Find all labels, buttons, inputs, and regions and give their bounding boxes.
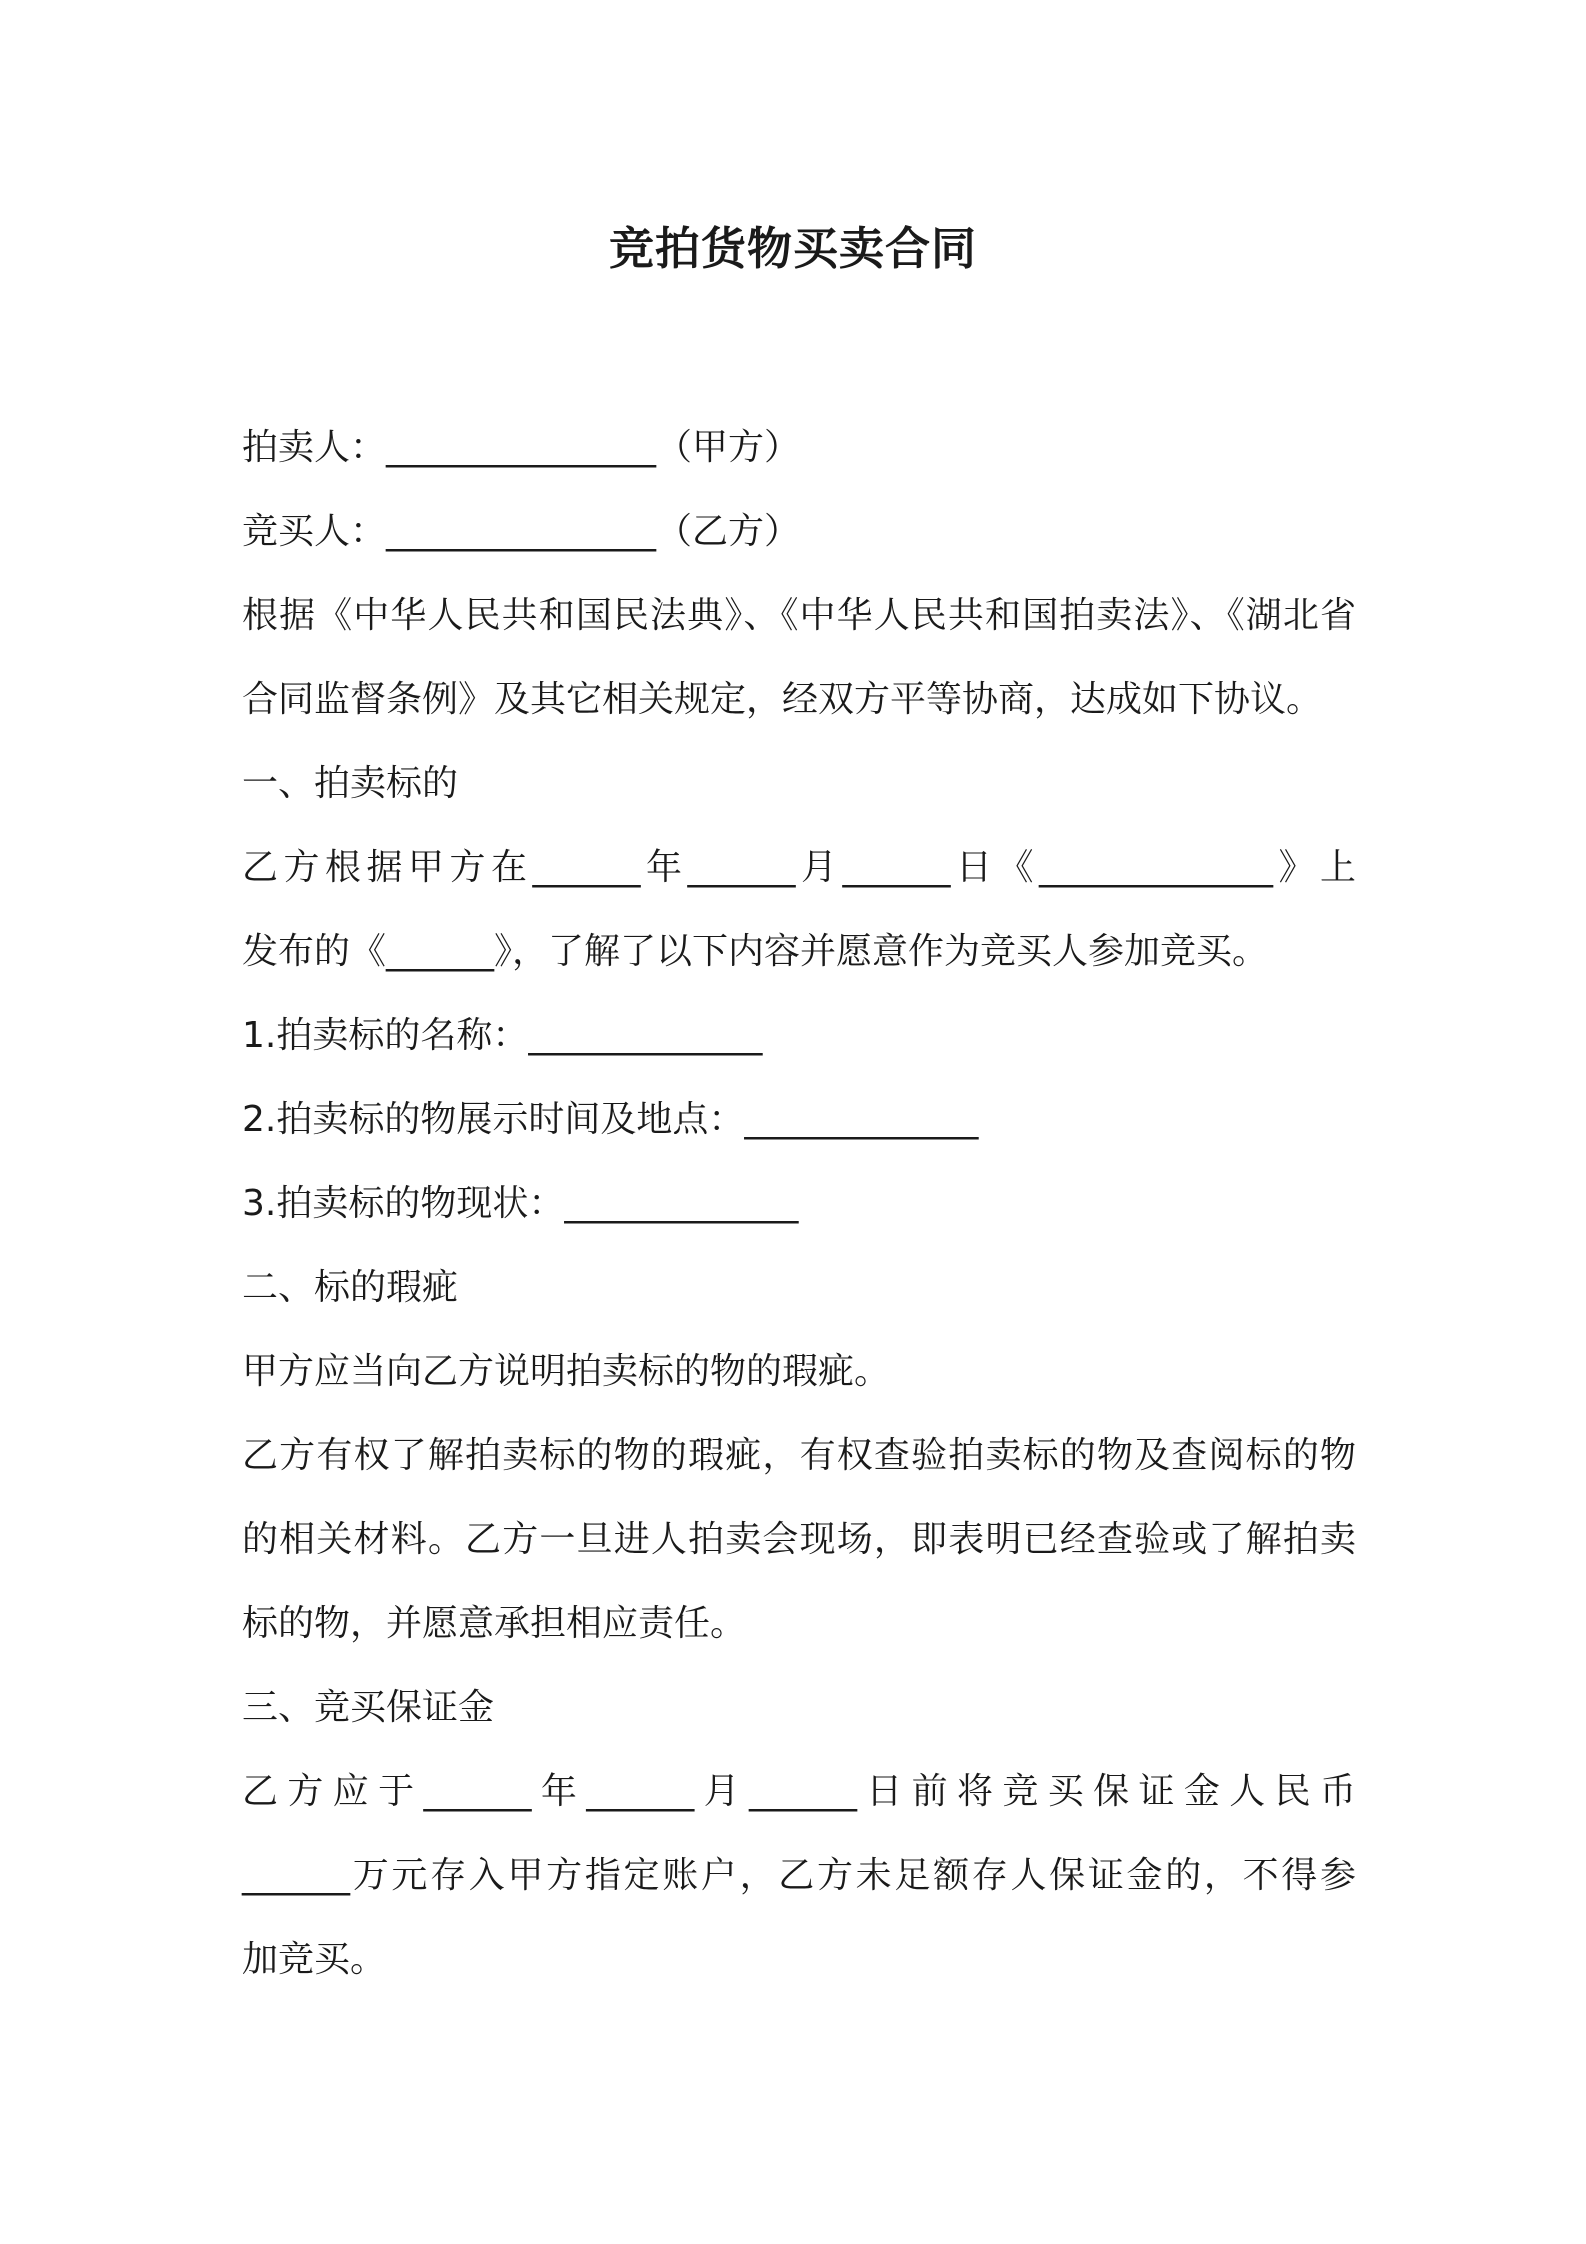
subject-paragraph-line-2: 发布的《______》，了解了以下内容并愿意作为竞买人参加竞买。 (242, 931, 1269, 972)
buyer-line: 竞买人：_______________（乙方） (242, 511, 801, 552)
defects-paragraph-1: 甲方应当向乙方说明拍卖标的物的瑕疵。 (242, 1351, 891, 1392)
preamble-line-1: 根据《中华人民共和国民法典》、《中华人民共和国拍卖法》、《湖北省 (242, 595, 1356, 636)
seller-line: 拍卖人：_______________（甲方） (242, 427, 801, 468)
defects-paragraph-2-line-3: 标的物，并愿意承担相应责任。 (242, 1603, 747, 1644)
section-heading-auction-subject: 一、拍卖标的 (242, 763, 459, 804)
subject-item-name: 1.拍卖标的名称：_____________ (242, 1015, 763, 1056)
section-heading-deposit: 三、竞买保证金 (242, 1687, 495, 1728)
document-title: 竞拍货物买卖合同 (608, 222, 977, 275)
deposit-paragraph-line-3: 加竞买。 (242, 1939, 387, 1980)
deposit-paragraph-line-2: ______万元存入甲方指定账户，乙方未足额存人保证金的，不得参 (242, 1855, 1356, 1896)
defects-paragraph-2-line-1: 乙方有权了解拍卖标的物的瑕疵，有权查验拍卖标的物及查阅标的物 (242, 1435, 1356, 1476)
deposit-paragraph-line-1: 乙方应于______年______月______日前将竞买保证金人民币 (242, 1771, 1356, 1812)
subject-item-status: 3.拍卖标的物现状：_____________ (242, 1183, 799, 1224)
section-heading-defects: 二、标的瑕疵 (242, 1267, 459, 1308)
document-body (242, 406, 1356, 2002)
defects-paragraph-2-line-2: 的相关材料。乙方一旦进人拍卖会现场，即表明已经查验或了解拍卖 (242, 1519, 1356, 1560)
subject-paragraph-line-1: 乙方根据甲方在______年______月______日《_____________》上 (242, 847, 1356, 888)
subject-item-display: 2.拍卖标的物展示时间及地点：_____________ (242, 1099, 979, 1140)
preamble-line-2: 合同监督条例》及其它相关规定，经双方平等协商，达成如下协议。 (242, 679, 1323, 720)
